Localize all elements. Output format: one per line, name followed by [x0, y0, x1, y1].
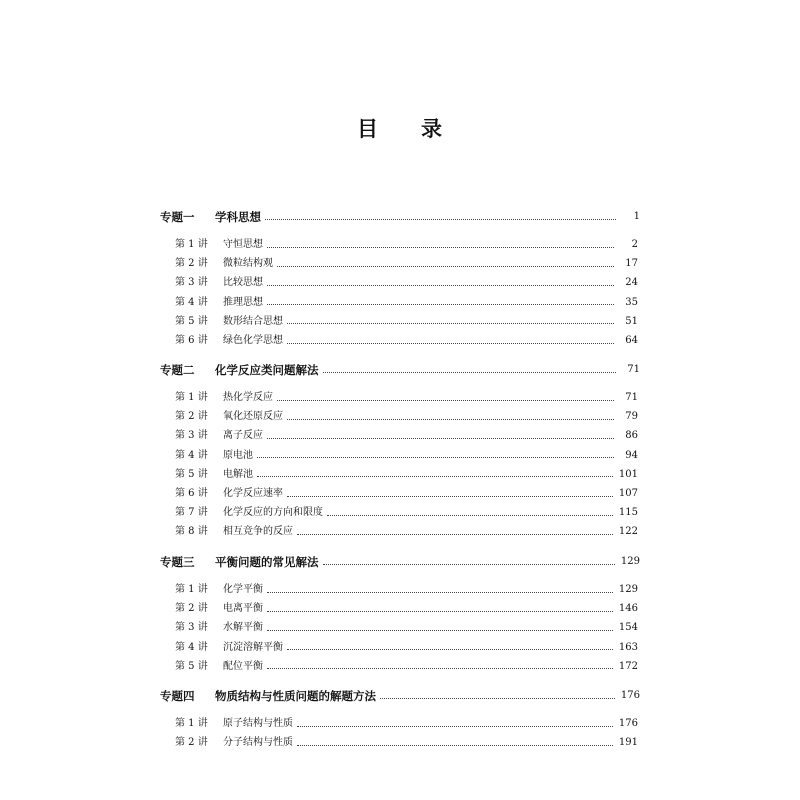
dot-leader	[327, 515, 613, 516]
topic-number: 专题三	[160, 555, 195, 569]
toc-lecture-row[interactable]	[175, 486, 638, 502]
lecture-title: 电解池	[223, 468, 253, 480]
dot-leader	[267, 630, 613, 631]
topic-title: 学科思想	[215, 210, 261, 224]
page-number: 163	[618, 641, 638, 653]
page-number: 71	[627, 364, 640, 375]
toc-lecture-row[interactable]	[175, 524, 638, 540]
lecture-number: 第 2 讲	[175, 603, 208, 615]
lecture-number: 第 4 讲	[175, 296, 208, 308]
toc-topic-row[interactable]	[160, 209, 640, 225]
page-number: 107	[618, 488, 638, 499]
topic-title: 化学反应类问题解法	[215, 363, 319, 377]
toc-topic-row[interactable]	[160, 554, 640, 570]
lecture-title: 绿色化学思想	[223, 335, 283, 346]
page-number: 17	[625, 258, 638, 270]
toc-lecture-row[interactable]	[175, 295, 638, 311]
dot-leader	[323, 372, 617, 373]
toc-lecture-row[interactable]	[175, 601, 638, 617]
page-number: 24	[625, 277, 638, 289]
dot-leader	[287, 649, 613, 650]
lecture-title: 推理思想	[223, 296, 263, 308]
lecture-number: 第 1 讲	[175, 584, 208, 595]
page-number: 172	[618, 660, 638, 672]
lecture-title: 配位平衡	[223, 660, 263, 672]
dot-leader	[267, 438, 614, 439]
dot-leader	[277, 400, 614, 401]
toc-lecture-row[interactable]	[175, 620, 638, 636]
lecture-number: 第 2 讲	[175, 411, 208, 423]
lecture-number: 第 3 讲	[175, 277, 208, 289]
page-number: 64	[625, 335, 638, 346]
page-number: 176	[620, 690, 640, 701]
page-number: 79	[625, 411, 638, 423]
dot-leader	[267, 304, 614, 305]
lecture-number: 第 3 讲	[175, 622, 208, 634]
lecture-title: 原子结构与性质	[223, 718, 293, 729]
page-number: 71	[625, 392, 638, 403]
lecture-number: 第 1 讲	[175, 718, 208, 729]
lecture-number: 第 5 讲	[175, 315, 208, 327]
topic-number: 专题二	[160, 363, 195, 377]
lecture-title: 相互竞争的反应	[223, 526, 293, 538]
title-char-1: 目	[357, 117, 379, 141]
toc-lecture-row[interactable]	[175, 735, 638, 751]
toc-lecture-row[interactable]	[175, 659, 638, 675]
dot-leader	[267, 668, 613, 669]
page-number: 129	[620, 556, 640, 567]
toc-lecture-row[interactable]	[175, 256, 638, 272]
lecture-number: 第 1 讲	[175, 239, 208, 250]
lecture-title: 化学反应的方向和限度	[223, 507, 323, 519]
dot-leader	[287, 496, 613, 497]
page-number: 94	[625, 449, 638, 461]
lecture-title: 沉淀溶解平衡	[223, 641, 283, 653]
dot-leader	[265, 219, 616, 220]
toc-lecture-row[interactable]	[175, 505, 638, 521]
lecture-title: 离子反应	[223, 430, 263, 442]
dot-leader	[323, 564, 615, 565]
lecture-title: 氧化还原反应	[223, 411, 283, 423]
toc-lecture-row[interactable]	[175, 428, 638, 444]
toc-lecture-row[interactable]	[175, 275, 638, 291]
toc-lecture-row[interactable]	[175, 390, 638, 406]
toc-topic-row[interactable]	[160, 688, 640, 704]
lecture-number: 第 4 讲	[175, 449, 208, 461]
page-number: 176	[618, 718, 638, 729]
topic-number: 专题一	[160, 210, 195, 224]
lecture-title: 化学反应速率	[223, 488, 283, 499]
dot-leader	[297, 726, 613, 727]
lecture-number: 第 2 讲	[175, 737, 208, 749]
toc-lecture-row[interactable]	[175, 467, 638, 483]
lecture-title: 化学平衡	[223, 584, 263, 595]
page-number: 35	[625, 296, 638, 308]
lecture-title: 数形结合思想	[223, 315, 283, 327]
lecture-number: 第 3 讲	[175, 430, 208, 442]
lecture-title: 比较思想	[223, 277, 263, 289]
topic-number: 专题四	[160, 689, 195, 703]
page-number: 2	[631, 239, 638, 250]
dot-leader	[287, 323, 614, 324]
toc-lecture-row[interactable]	[175, 448, 638, 464]
page-number: 86	[625, 430, 638, 442]
toc-lecture-row[interactable]	[175, 640, 638, 656]
toc-lecture-row[interactable]	[175, 314, 638, 330]
dot-leader	[287, 419, 614, 420]
lecture-title: 分子结构与性质	[223, 737, 293, 749]
lecture-title: 电离平衡	[223, 603, 263, 615]
toc-lecture-row[interactable]	[175, 237, 638, 253]
lecture-title: 水解平衡	[223, 622, 263, 634]
dot-leader	[287, 343, 614, 344]
lecture-number: 第 7 讲	[175, 507, 208, 519]
topic-title: 物质结构与性质问题的解题方法	[215, 689, 376, 703]
toc-lecture-row[interactable]	[175, 582, 638, 598]
page-number: 129	[618, 584, 638, 595]
page-number: 191	[618, 737, 638, 749]
lecture-number: 第 4 讲	[175, 641, 208, 653]
dot-leader	[297, 745, 613, 746]
lecture-title: 热化学反应	[223, 392, 273, 403]
dot-leader	[257, 457, 614, 458]
lecture-number: 第 5 讲	[175, 468, 208, 480]
page-number: 115	[618, 507, 638, 519]
dot-leader	[277, 266, 614, 267]
dot-leader	[380, 698, 615, 699]
dot-leader	[267, 285, 614, 286]
page-number: 101	[618, 468, 638, 480]
toc-topic-row[interactable]	[160, 362, 640, 378]
dot-leader	[297, 534, 613, 535]
lecture-number: 第 2 讲	[175, 258, 208, 270]
dot-leader	[267, 592, 613, 593]
lecture-number: 第 1 讲	[175, 392, 208, 403]
toc-lecture-row[interactable]	[175, 333, 638, 349]
lecture-title: 原电池	[223, 449, 253, 461]
page-number: 51	[625, 315, 638, 327]
lecture-number: 第 5 讲	[175, 660, 208, 672]
page-number: 154	[618, 622, 638, 634]
lecture-number: 第 8 讲	[175, 526, 208, 538]
page-number: 1	[633, 211, 640, 222]
title-char-2: 录	[421, 117, 443, 141]
toc-lecture-row[interactable]	[175, 716, 638, 732]
lecture-title: 守恒思想	[223, 239, 263, 250]
dot-leader	[267, 611, 613, 612]
lecture-number: 第 6 讲	[175, 335, 208, 346]
toc-lecture-row[interactable]	[175, 409, 638, 425]
page-number: 146	[618, 603, 638, 615]
topic-title: 平衡问题的常见解法	[215, 555, 319, 569]
dot-leader	[257, 476, 613, 477]
lecture-number: 第 6 讲	[175, 488, 208, 499]
dot-leader	[267, 247, 614, 248]
page-number: 122	[618, 526, 638, 538]
lecture-title: 微粒结构观	[223, 258, 273, 270]
